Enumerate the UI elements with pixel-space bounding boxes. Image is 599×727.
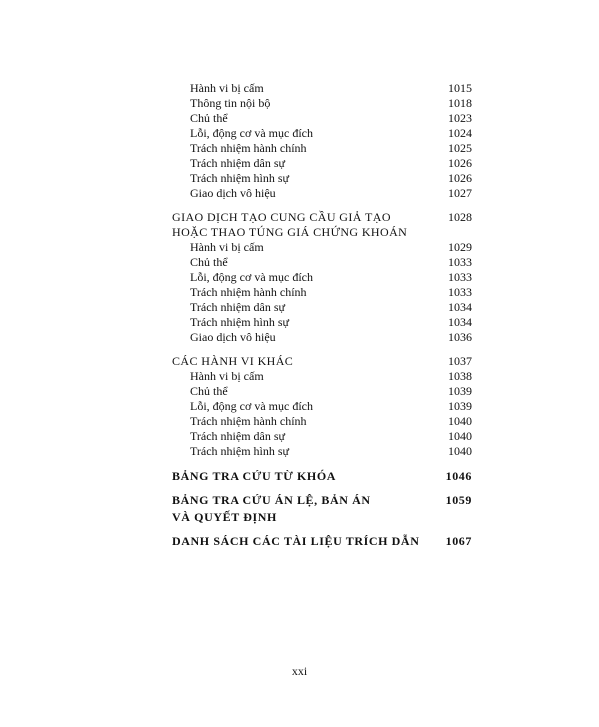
toc-item[interactable]	[172, 414, 472, 429]
toc-index-cases-cont	[172, 509, 472, 526]
toc-item-page: 1040	[448, 429, 472, 443]
toc-item-page: 1038	[448, 369, 472, 383]
toc-item-label: Trách nhiệm hành chính	[190, 414, 307, 428]
toc-item-page: 1024	[448, 126, 472, 140]
toc-item[interactable]	[172, 81, 472, 96]
toc-index-section	[172, 468, 472, 550]
toc-item[interactable]	[172, 285, 472, 300]
toc-item-label: Trách nhiệm dân sự	[190, 156, 286, 170]
toc-item-page: 1027	[448, 186, 472, 200]
toc-item[interactable]	[172, 444, 472, 459]
toc-section-other-acts	[172, 354, 472, 459]
toc-index-cases[interactable]	[172, 492, 472, 509]
toc-item-page: 1040	[448, 444, 472, 458]
toc-item-page: 1034	[448, 315, 472, 329]
toc-heading-label: GIAO DỊCH TẠO CUNG CẦU GIẢ TẠO	[172, 210, 391, 224]
toc-section-heading-cont	[172, 225, 472, 240]
toc-index-references[interactable]	[172, 533, 472, 550]
toc-item[interactable]	[172, 186, 472, 201]
toc-item-page: 1018	[448, 96, 472, 110]
toc-item-label: Trách nhiệm dân sự	[190, 429, 286, 443]
toc-item-label: Chủ thể	[190, 384, 228, 398]
toc-item-label: Trách nhiệm hình sự	[190, 444, 290, 458]
table-of-contents	[172, 81, 472, 550]
toc-index-keywords[interactable]	[172, 468, 472, 485]
toc-item-label: Hành vi bị cấm	[190, 240, 264, 254]
toc-item-label: Chủ thể	[190, 111, 228, 125]
toc-section-heading[interactable]	[172, 354, 472, 369]
toc-item-page: 1039	[448, 399, 472, 413]
toc-item-label: Giao dịch vô hiệu	[190, 330, 276, 344]
toc-index-page: 1059	[445, 493, 472, 507]
toc-item-label: Lỗi, động cơ và mục đích	[190, 126, 313, 140]
toc-item-label: Trách nhiệm hành chính	[190, 141, 307, 155]
toc-section-market-manipulation	[172, 210, 472, 345]
toc-item-label: Hành vi bị cấm	[190, 369, 264, 383]
toc-item-page: 1034	[448, 300, 472, 314]
toc-section-heading[interactable]	[172, 210, 472, 225]
toc-item-label: Trách nhiệm hình sự	[190, 171, 290, 185]
toc-item[interactable]	[172, 240, 472, 255]
toc-section-continued	[172, 81, 472, 201]
toc-item-label: Lỗi, động cơ và mục đích	[190, 270, 313, 284]
toc-item[interactable]	[172, 384, 472, 399]
toc-item-page: 1015	[448, 81, 472, 95]
toc-index-label: DANH SÁCH CÁC TÀI LIỆU TRÍCH DẪN	[172, 534, 420, 548]
toc-item-page: 1036	[448, 330, 472, 344]
toc-item[interactable]	[172, 369, 472, 384]
toc-item[interactable]	[172, 156, 472, 171]
toc-item[interactable]	[172, 96, 472, 111]
toc-item[interactable]	[172, 171, 472, 186]
toc-item[interactable]	[172, 270, 472, 285]
toc-item-label: Trách nhiệm hành chính	[190, 285, 307, 299]
toc-item-label: Thông tin nội bộ	[190, 96, 271, 110]
toc-index-page: 1046	[445, 469, 472, 483]
toc-item[interactable]	[172, 429, 472, 444]
toc-heading-label-line2: HOẶC THAO TÚNG GIÁ CHỨNG KHOÁN	[172, 225, 408, 239]
toc-item-label: Giao dịch vô hiệu	[190, 186, 276, 200]
toc-heading-page: 1037	[448, 354, 472, 368]
toc-index-page: 1067	[445, 534, 472, 548]
toc-item[interactable]	[172, 315, 472, 330]
toc-item[interactable]	[172, 141, 472, 156]
toc-item-page: 1025	[448, 141, 472, 155]
toc-item-page: 1026	[448, 171, 472, 185]
toc-item-label: Hành vi bị cấm	[190, 81, 264, 95]
toc-item-label: Trách nhiệm dân sự	[190, 300, 286, 314]
toc-item-label: Lỗi, động cơ và mục đích	[190, 399, 313, 413]
toc-item-page: 1029	[448, 240, 472, 254]
toc-item[interactable]	[172, 399, 472, 414]
toc-item[interactable]	[172, 330, 472, 345]
toc-item-page: 1033	[448, 255, 472, 269]
toc-heading-page: 1028	[448, 210, 472, 224]
toc-item-page: 1026	[448, 156, 472, 170]
toc-item-page: 1040	[448, 414, 472, 428]
toc-item[interactable]	[172, 126, 472, 141]
toc-index-label: BẢNG TRA CỨU TỪ KHÓA	[172, 469, 337, 483]
page-number: xxi	[291, 664, 308, 678]
toc-heading-label: CÁC HÀNH VI KHÁC	[172, 354, 294, 368]
toc-item[interactable]	[172, 255, 472, 270]
toc-item[interactable]	[172, 300, 472, 315]
toc-item[interactable]	[172, 111, 472, 126]
toc-item-page: 1039	[448, 384, 472, 398]
toc-item-label: Trách nhiệm hình sự	[190, 315, 290, 329]
toc-index-label-line2: VÀ QUYẾT ĐỊNH	[172, 510, 277, 524]
toc-item-page: 1033	[448, 270, 472, 284]
toc-index-label: BẢNG TRA CỨU ÁN LỆ, BẢN ÁN	[172, 493, 371, 507]
toc-item-page: 1033	[448, 285, 472, 299]
toc-item-page: 1023	[448, 111, 472, 125]
toc-item-label: Chủ thể	[190, 255, 228, 269]
